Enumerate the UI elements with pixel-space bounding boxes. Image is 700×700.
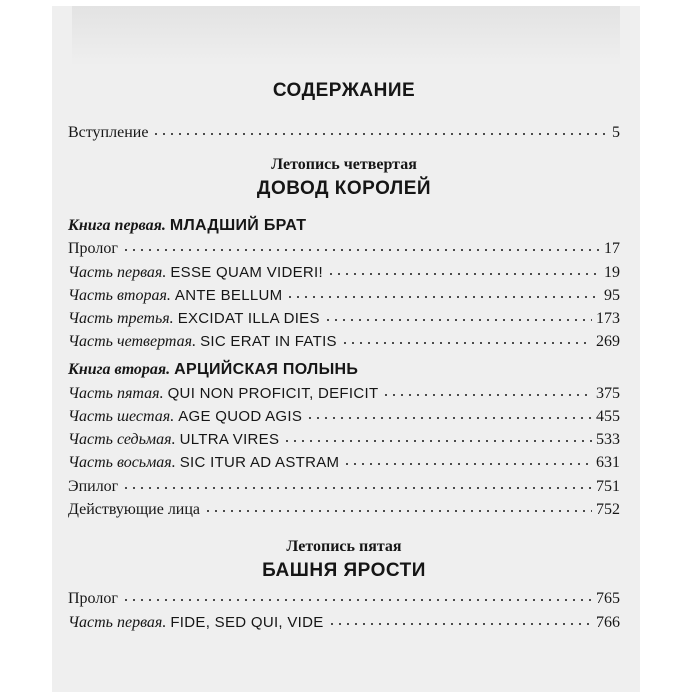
dot-leader <box>328 623 592 625</box>
chronicle-5-label: Летопись пятая <box>286 538 402 555</box>
entry-label: Часть вторая. ANTE BELLUM <box>68 287 283 304</box>
dot-leader <box>343 463 592 465</box>
dot-leader <box>122 249 600 251</box>
page-number: 631 <box>596 454 620 471</box>
entry-label: Часть первая. ESSE QUAM VIDERI! <box>68 264 323 281</box>
page-number: 455 <box>596 408 620 425</box>
page-title: СОДЕРЖАНИЕ <box>272 80 416 101</box>
page-number: 751 <box>596 478 620 495</box>
entry-label: Часть шестая. AGE QUOD AGIS <box>68 408 303 425</box>
page-number: 766 <box>596 614 620 631</box>
entry-label: Действующие лица <box>68 501 201 518</box>
entry-label: Пролог <box>68 240 118 257</box>
entry-label: Вступление <box>68 124 149 141</box>
entry-label: Часть третья. EXCIDAT ILLA DIES <box>68 310 320 327</box>
dot-leader <box>324 319 592 321</box>
toc-entry[interactable] <box>68 264 620 286</box>
toc-entry[interactable] <box>68 454 620 476</box>
page-number: 19 <box>604 264 620 281</box>
toc-entry[interactable] <box>68 501 620 523</box>
show-through-text <box>72 6 620 66</box>
entry-label: Часть первая. FIDE, SED QUI, VIDE <box>68 614 324 631</box>
dot-leader <box>122 599 592 601</box>
page-number: 752 <box>596 501 620 518</box>
entry-label: Пролог <box>68 590 118 607</box>
entry-label: Часть пятая. QUI NON PROFICIT, DEFICIT <box>68 385 379 402</box>
book-1-name: МЛАДШИЙ БРАТ <box>169 217 307 234</box>
entry-label: Часть восьмая. SIC ITUR AD ASTRAM <box>68 454 340 471</box>
entry-label: Часть седьмая. ULTRA VIRES <box>68 431 280 448</box>
chronicle-4-label: Летопись четвертая <box>271 156 417 173</box>
chronicle-4-title: ДОВОД КОРОЛЕЙ <box>256 178 432 199</box>
chronicle-5-title: БАШНЯ ЯРОСТИ <box>262 560 426 581</box>
dot-leader <box>306 417 592 419</box>
dot-leader <box>327 273 600 275</box>
book-page <box>52 6 640 692</box>
book-2-name: АРЦИЙСКАЯ ПОЛЫНЬ <box>174 361 359 378</box>
page-number: 17 <box>604 240 620 257</box>
dot-leader <box>122 487 592 489</box>
dot-leader <box>283 440 592 442</box>
dot-leader <box>204 510 592 512</box>
dot-leader <box>286 296 600 298</box>
page-number: 533 <box>596 431 620 448</box>
page-number: 375 <box>596 385 620 402</box>
toc-entry[interactable] <box>68 431 620 453</box>
entry-label: Эпилог <box>68 478 119 495</box>
book-2-label: Книга вторая. <box>68 361 171 378</box>
entry-label: Часть четвертая. SIC ERAT IN FATIS <box>68 333 337 350</box>
toc-entry[interactable] <box>68 310 620 332</box>
toc-entry[interactable] <box>68 614 620 636</box>
dot-leader <box>382 394 592 396</box>
dot-leader <box>341 342 592 344</box>
page-number: 173 <box>596 310 620 327</box>
toc-entry[interactable] <box>68 333 620 355</box>
toc-entry[interactable] <box>68 590 620 612</box>
toc-entry[interactable] <box>68 408 620 430</box>
toc-entry[interactable] <box>68 287 620 309</box>
book-1-heading <box>68 217 306 235</box>
dot-leader <box>152 133 608 135</box>
book-1-label: Книга первая. <box>68 217 166 234</box>
toc-entry[interactable] <box>68 385 620 407</box>
page-number: 269 <box>596 333 620 350</box>
page-number: 5 <box>612 124 620 141</box>
toc-entry[interactable] <box>68 240 620 262</box>
book-2-heading <box>68 361 358 379</box>
page-number: 765 <box>596 590 620 607</box>
toc-entry[interactable] <box>68 478 620 500</box>
toc-entry-intro[interactable] <box>68 124 620 146</box>
page-number: 95 <box>604 287 620 304</box>
